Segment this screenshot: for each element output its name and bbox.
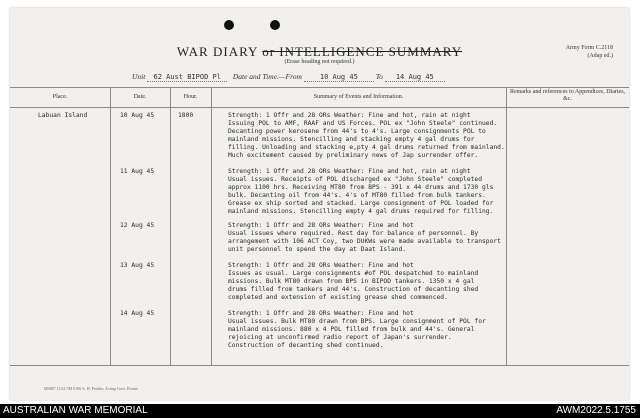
unit-label: Unit xyxy=(132,72,146,81)
summary-line: mainland missions. Stencilling and stacking empty 4 gal drums for xyxy=(228,136,475,144)
entry-place: Labuan Island xyxy=(38,112,88,119)
summary-line: Strength: 1 Offr and 28 ORs Weather: Fine and hot xyxy=(228,262,414,269)
summary-line: Grease ex ship sorted and stacked. Large consignment of POL loaded for xyxy=(228,200,494,208)
summary-line: Usual issues. Receipts of POL discharged ex "John Steele" completed xyxy=(228,176,483,184)
date-label: Date and Time.—From xyxy=(232,72,302,81)
war-diary-sheet xyxy=(10,8,629,400)
summary-line: Construction of decanting shed continued. xyxy=(228,342,384,350)
title-main: WAR DIARY xyxy=(176,44,258,59)
entry-hour: 1800 xyxy=(178,112,194,119)
summary-line: drums filled from tankers and 44's. Construction of decanting shed xyxy=(228,286,479,294)
subtitle: (Erase heading not required.) xyxy=(284,59,355,65)
header-rule xyxy=(10,107,629,108)
entry-summary xyxy=(228,168,513,217)
summary-line: Issues as usual. Large consignments #of POL despatched to mainland xyxy=(228,270,479,278)
summary-line: missions. Bulk MT80 drawn from BPS in BIPOD tankers. 1350 x 4 gal xyxy=(228,278,475,286)
summary-line: completed and extension of existing grease shed commenced. xyxy=(228,294,448,302)
summary-line: Usual issues. Bulk MT80 drawn from BPS. Large consignment of POL for xyxy=(228,318,486,326)
document-title xyxy=(10,44,629,60)
unit-date-row xyxy=(132,72,445,82)
column-header-hour: Hour. xyxy=(183,94,198,100)
column-header-place: Place. xyxy=(52,94,68,100)
form-ref-number: Army Form C.2118 xyxy=(565,45,613,51)
entry-date: 14 Aug 45 xyxy=(120,310,155,317)
entry-summary xyxy=(228,222,513,254)
punch-hole xyxy=(224,20,234,30)
date-to: 14 Aug 45 xyxy=(385,73,445,82)
entry-summary xyxy=(228,112,513,161)
title-struck: or INTELLIGENCE SUMMARY xyxy=(262,44,463,59)
entry-date: 12 Aug 45 xyxy=(120,222,155,229)
summary-line: Strength: 1 Offr and 28 ORs Weather: Fine and hot, rain at night xyxy=(228,168,471,175)
printer-footnote: M5887 11/41 5M 6106 A. H. Pettifer, Acting Govt. Printer xyxy=(44,386,138,391)
form-reference xyxy=(566,44,613,60)
entry-summary xyxy=(228,310,513,350)
column-header-date: Date. xyxy=(133,94,147,100)
summary-line: Strength: 1 Offr and 28 ORs Weather: Fine and hot xyxy=(228,310,414,317)
table-bottom-rule xyxy=(10,365,629,366)
summary-line: rejoicing at unconfirmed radio report of Japan's surrender. xyxy=(228,334,452,342)
column-header-summary: Summary of Events and Information. xyxy=(313,94,404,100)
column-header-remarks: Remarks and references to Appendices, Diaries, &c. xyxy=(509,89,626,102)
archive-caption-bar xyxy=(0,404,640,418)
entry-date: 13 Aug 45 xyxy=(120,262,155,269)
summary-line: Much excitement caused by preliminary news of Jap surrender offer. xyxy=(228,152,479,160)
form-ref-sub: (Adap ed.) xyxy=(587,53,613,59)
entry-date: 10 Aug 45 xyxy=(120,112,155,119)
column-divider xyxy=(170,87,171,365)
punch-hole xyxy=(270,20,280,30)
archive-name: AUSTRALIAN WAR MEMORIAL xyxy=(3,405,148,416)
summary-line: filling. Unloading and stacking e,pty 4 gal drums returned from mainland. xyxy=(228,144,505,152)
summary-line: mainland missions. Stencilling empty 4 gal drums required for filling. xyxy=(228,208,494,216)
date-from: 10 Aug 45 xyxy=(304,73,374,82)
summary-line: unit personnel to spend the day at Daat Island. xyxy=(228,246,407,254)
summary-line: arrangement with 106 ACT Coy, two DUKWs were made available to transport xyxy=(228,238,501,246)
summary-line: Strength: 1 Offr and 28 ORs Weather: Fine and hot, rain at night xyxy=(228,112,471,119)
summary-line: Strength: 1 Offr and 28 ORs Weather: Fine and hot xyxy=(228,222,414,229)
unit-value: 62 Aust BIPOD Pl xyxy=(147,73,227,82)
summary-line: Usual issues where required. Rest day for balance of personnel. By xyxy=(228,230,479,238)
summary-line: Decanting power kerosene from 44's to 4's. Large consignments POL to xyxy=(228,128,486,136)
entry-date: 11 Aug 45 xyxy=(120,168,155,175)
table-top-rule xyxy=(10,87,629,88)
summary-line: approx 1100 hrs. Receiving MT80 from BPS - 391 x 44 drums and 1730 gls xyxy=(228,184,494,192)
summary-line: mainland missions. 880 x 4 POL filled from bulk and 44's. General xyxy=(228,326,475,334)
column-divider xyxy=(211,87,212,365)
entry-summary xyxy=(228,262,513,302)
summary-line: Issuing POL to AMF, RAAF and US Forces. POL ex "John Steele" continued. xyxy=(228,120,498,128)
to-label: To xyxy=(375,72,383,81)
archive-reference: AWM2022.5.1755 xyxy=(556,405,636,416)
column-divider xyxy=(110,87,111,365)
summary-line: bulk. Decanting oil from 44's. 4's of MT80 filled from bulk tankers. xyxy=(228,192,486,200)
